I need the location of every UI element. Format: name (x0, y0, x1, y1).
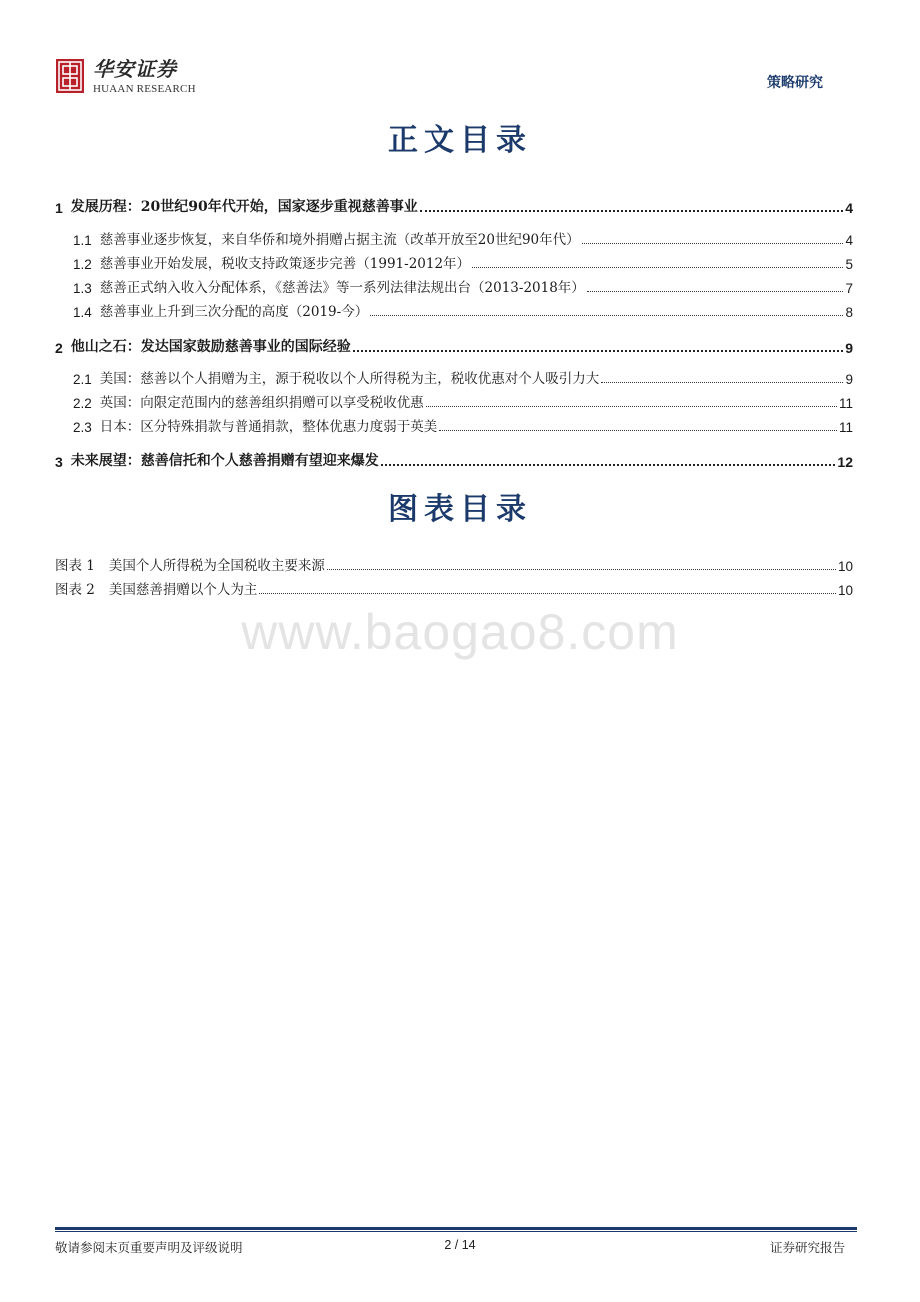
figure-entry[interactable] (55, 578, 853, 598)
dot-leader (587, 290, 844, 292)
logo-chinese-name: 华安证券 (93, 57, 177, 81)
toc-entry[interactable] (73, 391, 853, 411)
toc-entry-number: 2.2 (73, 396, 92, 411)
dot-leader (353, 349, 843, 352)
toc-entry-title: 他山之石：发达国家鼓励慈善事业的国际经验 (70, 339, 351, 355)
toc-entry-number: 1.2 (73, 257, 92, 272)
toc-entry-page: 5 (845, 257, 853, 272)
toc-entry-title: 未来展望：慈善信托和个人慈善捐赠有望迎来爆发 (70, 453, 379, 469)
toc-entry-number: 2.3 (73, 420, 92, 435)
footer-divider-thin (55, 1231, 857, 1232)
toc-entry[interactable] (73, 415, 853, 435)
figure-entry-title: 美国慈善捐赠以个人为主 (108, 582, 258, 598)
toc-entry-page: 7 (845, 281, 853, 296)
watermark-text: www.baogao8.com (241, 604, 679, 660)
toc-entry-number: 1.3 (73, 281, 92, 296)
company-logo (55, 58, 196, 95)
toc-entry-page: 9 (845, 340, 853, 356)
report-category: 策略研究 (767, 75, 823, 91)
dot-leader (472, 266, 843, 268)
toc-entry[interactable] (55, 450, 853, 470)
dot-leader (420, 209, 843, 212)
footer-report-type: 证券研究报告 (769, 1240, 845, 1255)
toc-entry-page: 12 (837, 454, 853, 470)
figure-entry-title: 美国个人所得税为全国税收主要来源 (108, 558, 325, 574)
toc-entry-number: 1 (55, 200, 63, 216)
toc-entry-title: 英国：向限定范围内的慈善组织捐赠可以享受税收优惠 (99, 395, 424, 411)
toc-entry-number: 2 (55, 340, 63, 356)
toc-entry[interactable] (73, 276, 853, 296)
figure-entry-number: 图表 2 (55, 582, 95, 598)
dot-leader (426, 405, 837, 407)
dot-leader (327, 568, 836, 570)
logo-english-name: HUAAN RESEARCH (93, 83, 196, 95)
dot-leader (381, 463, 836, 466)
toc-entry-number: 1.4 (73, 305, 92, 320)
page-number: 2 / 14 (444, 1238, 476, 1252)
toc-entry-page: 8 (845, 305, 853, 320)
toc-entry-number: 1.1 (73, 233, 92, 248)
footer-divider (55, 1227, 857, 1230)
toc-entry-title: 美国：慈善以个人捐赠为主，源于税收以个人所得税为主，税收优惠对个人吸引力大 (99, 371, 600, 387)
logo-seal-icon (55, 58, 85, 94)
toc-entry-title: 慈善事业上升到三次分配的高度（2019-今） (99, 304, 369, 320)
figures-heading: 图表目录 (388, 492, 532, 527)
toc-entry-page: 11 (838, 420, 853, 435)
toc-entry[interactable] (55, 196, 853, 216)
toc-entry-title: 慈善事业开始发展，税收支持政策逐步完善（1991-2012年） (99, 256, 471, 272)
toc-entry-title: 日本：区分特殊捐款与普通捐款，整体优惠力度弱于英美 (99, 419, 438, 435)
figure-entry-page: 10 (837, 559, 853, 574)
toc-entry-title: 慈善事业逐步恢复，来自华侨和境外捐赠占据主流（改革开放至20世纪90年代） (99, 232, 580, 248)
dot-leader (601, 381, 843, 383)
toc-entry-title: 发展历程：20世纪90年代开始，国家逐步重视慈善事业 (70, 199, 418, 215)
figure-entry-number: 图表 1 (55, 558, 95, 574)
dot-leader (259, 592, 836, 594)
toc-entry[interactable] (73, 228, 853, 248)
footer-disclaimer: 敬请参阅末页重要声明及评级说明 (55, 1240, 243, 1255)
toc-entry[interactable] (73, 367, 853, 387)
toc-entry-page: 4 (845, 233, 853, 248)
toc-entry[interactable] (55, 336, 853, 356)
figure-entry[interactable] (55, 554, 853, 574)
toc-entry-number: 3 (55, 454, 63, 470)
toc-entry-page: 4 (845, 200, 853, 216)
toc-entry-number: 2.1 (73, 372, 92, 387)
toc-entry-page: 11 (838, 396, 853, 411)
toc-entry-title: 慈善正式纳入收入分配体系，《慈善法》等一系列法律法规出台（2013-2018年） (99, 280, 585, 296)
dot-leader (582, 242, 844, 244)
toc-entry[interactable] (73, 300, 853, 320)
toc-heading: 正文目录 (388, 123, 532, 158)
dot-leader (439, 429, 837, 431)
figure-entry-page: 10 (837, 583, 853, 598)
toc-entry-page: 9 (845, 372, 853, 387)
toc-entry[interactable] (73, 252, 853, 272)
dot-leader (370, 314, 843, 316)
